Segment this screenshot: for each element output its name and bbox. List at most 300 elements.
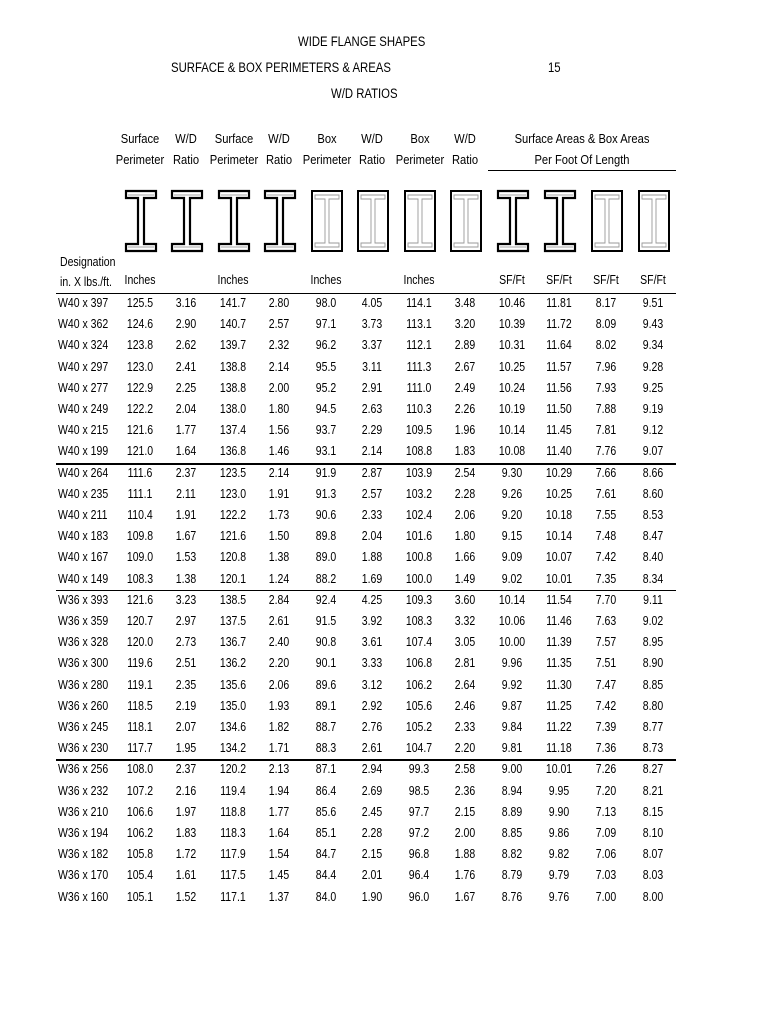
- value-cell: 89.6: [315, 677, 337, 692]
- value-cell: 1.94: [268, 783, 290, 798]
- value-cell: 105.1: [126, 889, 154, 904]
- value-cell: 10.00: [498, 635, 526, 650]
- value-cell: 9.19: [642, 402, 664, 416]
- i-beam-box-icon: [403, 189, 437, 253]
- value-cell: 2.04: [361, 529, 383, 544]
- value-cell: 8.77: [642, 720, 664, 734]
- value-cell: 85.6: [315, 804, 337, 819]
- table-row: [0, 759, 768, 780]
- value-cell: 139.7: [219, 338, 247, 353]
- value-cell: 9.20: [501, 508, 523, 522]
- value-cell: 1.49: [454, 571, 476, 586]
- value-cell: 138.5: [219, 592, 247, 607]
- value-cell: 8.07: [642, 847, 664, 862]
- value-cell: 97.2: [408, 826, 430, 840]
- value-cell: 1.80: [454, 529, 476, 544]
- value-cell: 108.0: [126, 762, 154, 777]
- table-row: [0, 547, 768, 568]
- value-cell: 8.66: [642, 465, 664, 480]
- group-separator: [56, 590, 676, 591]
- value-cell: 124.6: [126, 317, 154, 332]
- value-cell: 134.2: [219, 741, 247, 756]
- value-cell: 120.7: [126, 614, 154, 628]
- designation-cell: W40 x 277: [58, 380, 109, 395]
- value-cell: 2.35: [175, 677, 197, 692]
- table-row: [0, 653, 768, 674]
- value-cell: 9.95: [548, 783, 570, 798]
- table-row: [0, 484, 768, 505]
- value-cell: 100.0: [405, 571, 433, 586]
- value-cell: 106.8: [405, 656, 433, 671]
- value-cell: 7.06: [595, 847, 617, 862]
- value-cell: 9.79: [548, 868, 570, 883]
- value-cell: 10.25: [498, 359, 526, 374]
- value-cell: 11.30: [546, 677, 572, 692]
- value-cell: 2.19: [175, 698, 197, 713]
- value-cell: 3.73: [361, 317, 383, 332]
- value-cell: 10.19: [498, 402, 526, 416]
- unit-c10: SF/Ft: [546, 273, 572, 287]
- value-cell: 2.06: [268, 677, 290, 692]
- value-cell: 10.29: [545, 465, 573, 480]
- unit-c3: Inches: [217, 273, 249, 287]
- value-cell: 2.07: [175, 720, 197, 734]
- value-cell: 135.0: [219, 698, 247, 713]
- value-cell: 9.81: [501, 741, 523, 756]
- unit-c11: SF/Ft: [593, 273, 619, 287]
- i-beam-surface-icon: [263, 189, 297, 253]
- value-cell: 2.64: [454, 677, 476, 692]
- table-row: [0, 441, 768, 462]
- value-cell: 106.2: [126, 826, 154, 840]
- col-header-areas-group: Surface Areas & Box Areas Per Foot Of Length: [514, 131, 650, 167]
- value-cell: 11.22: [546, 720, 572, 734]
- value-cell: 2.67: [454, 359, 476, 374]
- table-row: [0, 738, 768, 759]
- value-cell: 121.6: [126, 423, 154, 438]
- value-cell: 104.7: [405, 741, 433, 756]
- value-cell: 2.57: [361, 486, 383, 501]
- col-header-box-perimeter-1: Box Perimeter: [302, 131, 352, 167]
- value-cell: 90.8: [315, 635, 337, 650]
- value-cell: 140.7: [219, 317, 247, 332]
- value-cell: 4.25: [361, 592, 383, 607]
- value-cell: 136.7: [219, 635, 247, 650]
- table-row: [0, 696, 768, 717]
- table-row: [0, 781, 768, 802]
- value-cell: 2.57: [268, 317, 290, 332]
- value-cell: 1.76: [454, 868, 476, 883]
- value-cell: 7.20: [595, 783, 617, 798]
- value-cell: 7.63: [595, 614, 617, 628]
- value-cell: 91.3: [315, 486, 337, 501]
- value-cell: 1.80: [268, 402, 290, 416]
- table-row: [0, 463, 768, 484]
- value-cell: 1.83: [175, 826, 197, 840]
- value-cell: 84.7: [315, 847, 337, 862]
- value-cell: 1.67: [175, 529, 197, 544]
- value-cell: 1.24: [268, 571, 290, 586]
- value-cell: 9.51: [642, 296, 664, 310]
- value-cell: 11.50: [546, 402, 572, 416]
- value-cell: 2.92: [361, 698, 383, 713]
- value-cell: 2.15: [454, 804, 476, 819]
- value-cell: 122.9: [126, 380, 154, 395]
- value-cell: 94.5: [315, 402, 337, 416]
- designation-cell: W36 x 194: [58, 826, 109, 840]
- value-cell: 121.6: [219, 529, 247, 544]
- value-cell: 111.0: [406, 380, 432, 395]
- unit-c7: Inches: [403, 273, 435, 287]
- value-cell: 138.0: [219, 402, 247, 416]
- value-cell: 9.12: [642, 423, 664, 438]
- value-cell: 98.5: [408, 783, 430, 798]
- value-cell: 11.54: [546, 592, 572, 607]
- value-cell: 2.20: [454, 741, 476, 756]
- table-row: [0, 314, 768, 335]
- value-cell: 8.82: [501, 847, 523, 862]
- value-cell: 111.3: [406, 359, 432, 374]
- value-cell: 7.42: [595, 550, 617, 565]
- value-cell: 10.06: [498, 614, 526, 628]
- value-cell: 2.33: [361, 508, 383, 522]
- designation-cell: W40 x 235: [58, 486, 109, 501]
- value-cell: 2.29: [361, 423, 383, 438]
- value-cell: 96.8: [408, 847, 430, 862]
- value-cell: 9.15: [501, 529, 523, 544]
- table-row: [0, 526, 768, 547]
- value-cell: 2.13: [268, 762, 290, 777]
- value-cell: 8.27: [642, 762, 664, 777]
- col-header-surface-perimeter-2: Surface Perimeter: [209, 131, 259, 167]
- value-cell: 9.90: [548, 804, 570, 819]
- value-cell: 10.07: [545, 550, 573, 565]
- value-cell: 106.2: [405, 677, 433, 692]
- value-cell: 105.8: [126, 847, 154, 862]
- value-cell: 7.03: [595, 868, 617, 883]
- designation-cell: W40 x 264: [58, 465, 109, 480]
- value-cell: 7.70: [595, 592, 617, 607]
- value-cell: 2.81: [454, 656, 476, 671]
- value-cell: 117.1: [220, 889, 246, 904]
- i-beam-surface-icon: [543, 189, 577, 253]
- value-cell: 9.84: [501, 720, 523, 734]
- value-cell: 117.9: [220, 847, 246, 862]
- value-cell: 2.06: [454, 508, 476, 522]
- designation-cell: W36 x 170: [58, 868, 109, 883]
- value-cell: 10.14: [498, 592, 526, 607]
- designation-cell: W40 x 397: [58, 296, 109, 310]
- value-cell: 2.28: [454, 486, 476, 501]
- value-cell: 119.6: [127, 656, 153, 671]
- value-cell: 114.1: [406, 296, 432, 310]
- value-cell: 1.88: [361, 550, 383, 565]
- page-subtitle: SURFACE & BOX PERIMETERS & AREAS: [171, 60, 391, 75]
- value-cell: 93.1: [315, 444, 337, 459]
- value-cell: 7.76: [595, 444, 617, 459]
- value-cell: 2.46: [454, 698, 476, 713]
- designation-header: Designation in. X lbs./ft.: [60, 255, 116, 289]
- value-cell: 2.40: [268, 635, 290, 650]
- value-cell: 106.6: [126, 804, 154, 819]
- value-cell: 9.02: [501, 571, 523, 586]
- value-cell: 101.6: [405, 529, 433, 544]
- designation-cell: W40 x 249: [58, 402, 109, 416]
- col-header-wd-ratio-4: W/D Ratio: [451, 131, 479, 167]
- value-cell: 8.89: [501, 804, 523, 819]
- value-cell: 87.1: [315, 762, 337, 777]
- value-cell: 7.35: [595, 571, 617, 586]
- value-cell: 10.24: [498, 380, 526, 395]
- value-cell: 9.00: [501, 762, 523, 777]
- value-cell: 7.55: [595, 508, 617, 522]
- value-cell: 10.08: [498, 444, 526, 459]
- value-cell: 1.88: [454, 847, 476, 862]
- value-cell: 2.04: [175, 402, 197, 416]
- designation-cell: W36 x 300: [58, 656, 109, 671]
- value-cell: 135.6: [219, 677, 247, 692]
- value-cell: 9.96: [501, 656, 523, 671]
- unit-c5: Inches: [310, 273, 342, 287]
- value-cell: 7.00: [595, 889, 617, 904]
- value-cell: 1.69: [361, 571, 383, 586]
- designation-cell: W36 x 245: [58, 720, 109, 734]
- value-cell: 138.8: [219, 380, 247, 395]
- value-cell: 7.26: [595, 762, 617, 777]
- unit-c9: SF/Ft: [499, 273, 525, 287]
- value-cell: 7.42: [595, 698, 617, 713]
- value-cell: 1.64: [175, 444, 197, 459]
- value-cell: 122.2: [219, 508, 247, 522]
- value-cell: 141.7: [219, 296, 247, 310]
- value-cell: 2.00: [454, 826, 476, 840]
- value-cell: 3.61: [361, 635, 383, 650]
- unit-c1: Inches: [124, 273, 156, 287]
- value-cell: 109.8: [126, 529, 154, 544]
- value-cell: 8.02: [595, 338, 617, 353]
- value-cell: 120.2: [219, 762, 247, 777]
- value-cell: 9.34: [642, 338, 664, 353]
- value-cell: 3.37: [361, 338, 383, 353]
- value-cell: 98.0: [315, 296, 337, 310]
- value-cell: 108.3: [126, 571, 154, 586]
- value-cell: 2.84: [268, 592, 290, 607]
- value-cell: 2.33: [454, 720, 476, 734]
- table-row: [0, 887, 768, 908]
- value-cell: 85.1: [315, 826, 337, 840]
- value-cell: 102.4: [405, 508, 433, 522]
- value-cell: 8.40: [642, 550, 664, 565]
- value-cell: 8.85: [501, 826, 523, 840]
- table-row: [0, 590, 768, 611]
- value-cell: 137.5: [219, 614, 247, 628]
- value-cell: 122.2: [126, 402, 154, 416]
- value-cell: 3.92: [361, 614, 383, 628]
- col-header-wd-ratio-1: W/D Ratio: [172, 131, 200, 167]
- table-row: [0, 844, 768, 865]
- value-cell: 3.11: [362, 359, 382, 374]
- value-cell: 8.73: [642, 741, 664, 756]
- value-cell: 1.95: [175, 741, 197, 756]
- value-cell: 8.94: [501, 783, 523, 798]
- value-cell: 3.48: [454, 296, 476, 310]
- table-row: [0, 823, 768, 844]
- table-row: [0, 632, 768, 653]
- value-cell: 123.5: [219, 465, 247, 480]
- value-cell: 1.37: [268, 889, 290, 904]
- table-row: [0, 717, 768, 738]
- table-row: [0, 569, 768, 590]
- value-cell: 2.62: [175, 338, 197, 353]
- value-cell: 2.41: [175, 359, 197, 374]
- value-cell: 10.14: [545, 529, 573, 544]
- designation-cell: W36 x 256: [58, 762, 109, 777]
- value-cell: 7.09: [595, 826, 617, 840]
- value-cell: 118.5: [127, 698, 153, 713]
- value-cell: 2.25: [175, 380, 197, 395]
- unit-c12: SF/Ft: [640, 273, 666, 287]
- value-cell: 1.90: [361, 889, 383, 904]
- value-cell: 8.10: [642, 826, 664, 840]
- value-cell: 1.38: [175, 571, 197, 586]
- value-cell: 99.3: [408, 762, 430, 777]
- value-cell: 120.1: [219, 571, 247, 586]
- value-cell: 3.16: [175, 296, 197, 310]
- col-header-box-perimeter-2: Box Perimeter: [395, 131, 445, 167]
- value-cell: 10.25: [545, 486, 573, 501]
- value-cell: 112.1: [406, 338, 432, 353]
- value-cell: 3.12: [361, 677, 383, 692]
- i-beam-surface-icon: [170, 189, 204, 253]
- value-cell: 2.28: [361, 826, 383, 840]
- value-cell: 88.3: [315, 741, 337, 756]
- value-cell: 97.7: [408, 804, 430, 819]
- value-cell: 11.40: [546, 444, 572, 459]
- value-cell: 9.82: [548, 847, 570, 862]
- page-title: WIDE FLANGE SHAPES: [298, 34, 426, 49]
- designation-cell: W40 x 211: [58, 508, 108, 522]
- designation-cell: W40 x 362: [58, 317, 109, 332]
- value-cell: 121.6: [126, 592, 154, 607]
- value-cell: 136.2: [219, 656, 247, 671]
- value-cell: 2.54: [454, 465, 476, 480]
- value-cell: 121.0: [126, 444, 154, 459]
- page-number: 15: [548, 60, 561, 75]
- value-cell: 88.7: [315, 720, 337, 734]
- value-cell: 11.25: [546, 698, 572, 713]
- value-cell: 2.89: [454, 338, 476, 353]
- group-underline: [488, 170, 676, 171]
- table-row: [0, 399, 768, 420]
- value-cell: 1.66: [454, 550, 476, 565]
- value-cell: 120.0: [126, 635, 154, 650]
- table-row: [0, 675, 768, 696]
- value-cell: 10.31: [498, 338, 526, 353]
- value-cell: 119.1: [127, 677, 153, 692]
- i-beam-surface-icon: [496, 189, 530, 253]
- value-cell: 2.45: [361, 804, 383, 819]
- value-cell: 2.14: [268, 359, 290, 374]
- value-cell: 2.11: [176, 486, 196, 501]
- value-cell: 10.01: [545, 762, 573, 777]
- value-cell: 2.94: [361, 762, 383, 777]
- value-cell: 105.6: [405, 698, 433, 713]
- value-cell: 2.14: [268, 465, 290, 480]
- value-cell: 113.1: [406, 317, 432, 332]
- value-cell: 1.77: [175, 423, 197, 438]
- value-cell: 105.4: [126, 868, 154, 883]
- value-cell: 7.47: [595, 677, 617, 692]
- value-cell: 91.5: [315, 614, 337, 628]
- value-cell: 89.8: [315, 529, 337, 544]
- value-cell: 9.43: [642, 317, 664, 332]
- designation-cell: W40 x 149: [58, 571, 109, 586]
- value-cell: 8.03: [642, 868, 664, 883]
- table-row: [0, 378, 768, 399]
- value-cell: 95.2: [315, 380, 337, 395]
- i-beam-box-icon: [590, 189, 624, 253]
- table-row: [0, 505, 768, 526]
- value-cell: 107.4: [405, 635, 433, 650]
- value-cell: 8.79: [501, 868, 523, 883]
- value-cell: 96.0: [408, 889, 430, 904]
- col-header-surface-perimeter-1: Surface Perimeter: [115, 131, 165, 167]
- value-cell: 2.61: [361, 741, 383, 756]
- value-cell: 1.53: [175, 550, 197, 565]
- designation-cell: W36 x 359: [58, 614, 109, 628]
- value-cell: 11.81: [546, 296, 572, 310]
- table-row: [0, 293, 768, 314]
- value-cell: 108.8: [405, 444, 433, 459]
- value-cell: 95.5: [315, 359, 337, 374]
- value-cell: 111.1: [127, 486, 153, 501]
- value-cell: 8.21: [642, 783, 664, 798]
- value-cell: 2.26: [454, 402, 476, 416]
- value-cell: 84.4: [315, 868, 337, 883]
- value-cell: 2.97: [175, 614, 197, 628]
- col-header-wd-ratio-2: W/D Ratio: [265, 131, 293, 167]
- value-cell: 9.87: [501, 698, 523, 713]
- value-cell: 11.46: [546, 614, 572, 628]
- designation-cell: W36 x 160: [58, 889, 109, 904]
- i-beam-box-icon: [310, 189, 344, 253]
- value-cell: 9.28: [642, 359, 664, 374]
- value-cell: 1.46: [268, 444, 290, 459]
- value-cell: 7.61: [595, 486, 617, 501]
- value-cell: 118.1: [127, 720, 153, 734]
- value-cell: 1.93: [268, 698, 290, 713]
- value-cell: 7.81: [595, 423, 617, 438]
- value-cell: 123.0: [219, 486, 247, 501]
- value-cell: 7.96: [595, 359, 617, 374]
- page-subtitle-2: W/D RATIOS: [331, 86, 398, 101]
- value-cell: 8.85: [642, 677, 664, 692]
- value-cell: 2.16: [175, 783, 197, 798]
- col-header-wd-ratio-3: W/D Ratio: [358, 131, 386, 167]
- designation-cell: W36 x 210: [58, 804, 109, 819]
- designation-cell: W36 x 182: [58, 847, 109, 862]
- value-cell: 123.8: [126, 338, 154, 353]
- designation-cell: W36 x 280: [58, 677, 109, 692]
- value-cell: 11.57: [546, 359, 572, 374]
- value-cell: 1.72: [175, 847, 197, 862]
- i-beam-box-icon: [356, 189, 390, 253]
- value-cell: 8.09: [595, 317, 617, 332]
- value-cell: 2.80: [268, 296, 290, 310]
- value-cell: 93.7: [315, 423, 337, 438]
- value-cell: 2.14: [361, 444, 383, 459]
- value-cell: 7.13: [595, 804, 617, 819]
